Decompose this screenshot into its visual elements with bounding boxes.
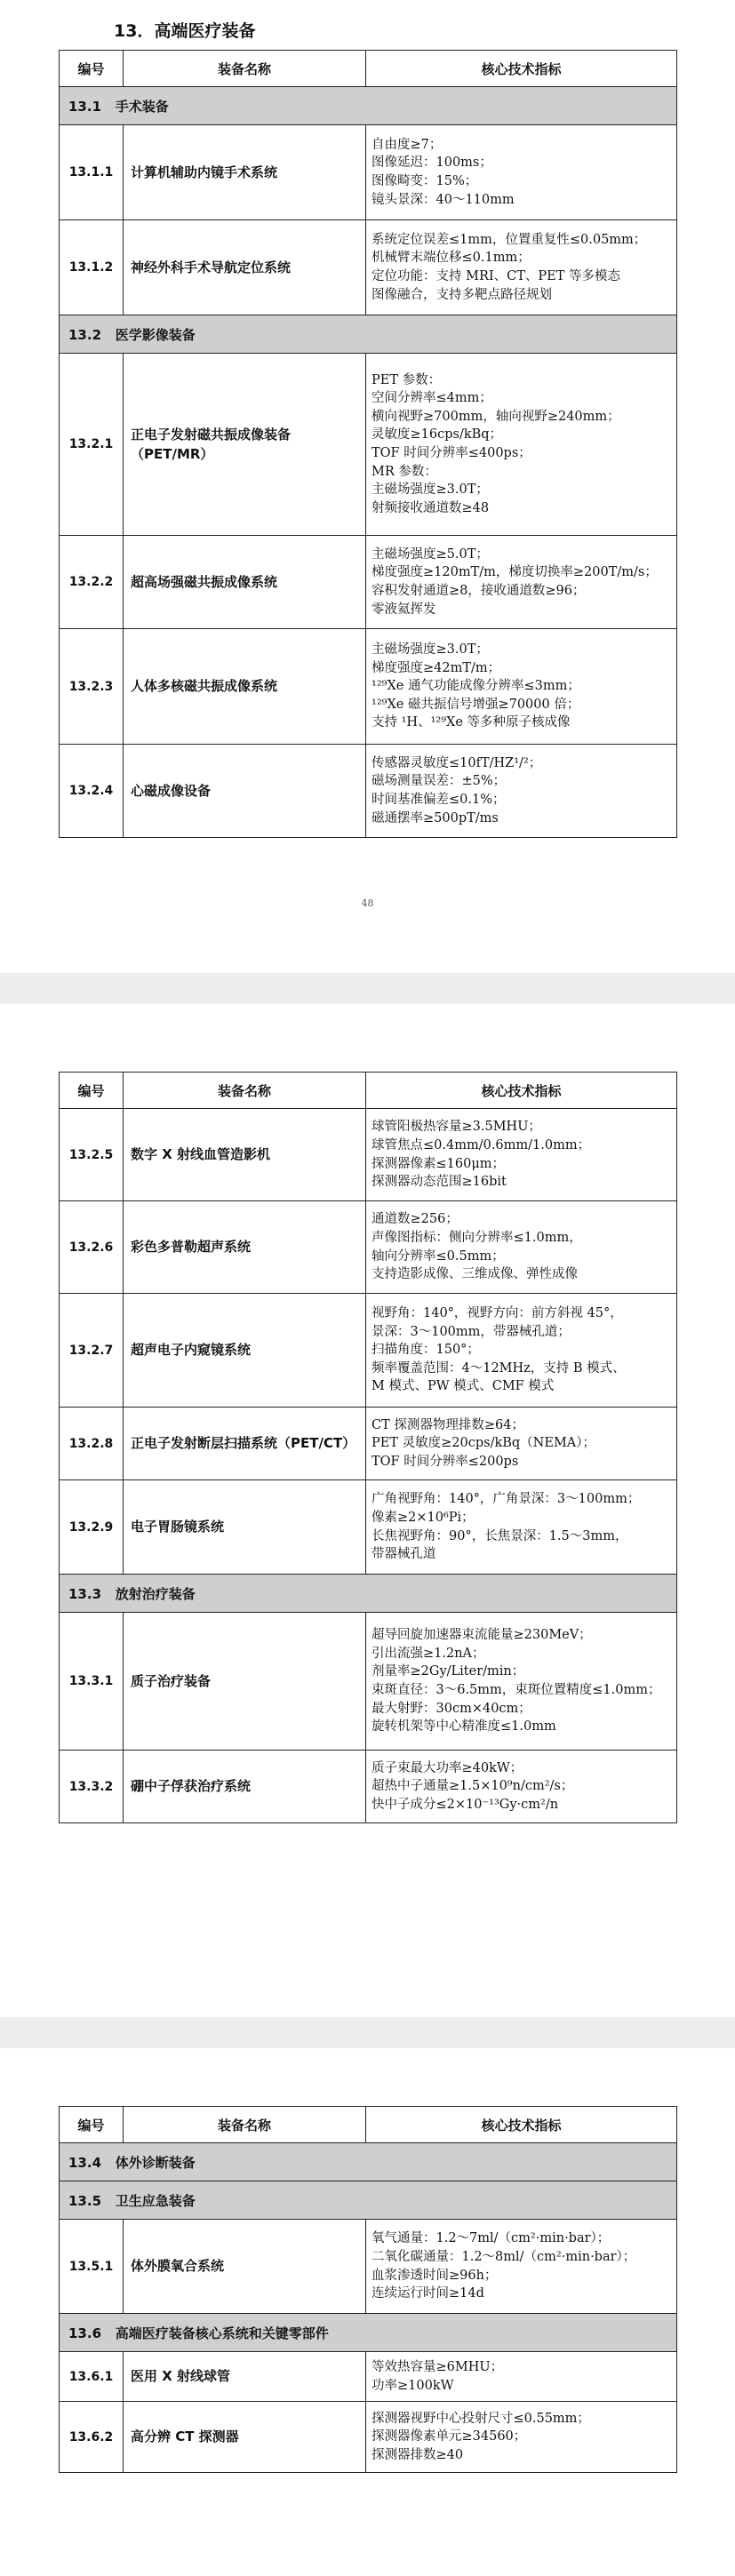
- row-name: 正电子发射磁共振成像装备（PET/MR）: [124, 354, 366, 536]
- header-num: 编号: [60, 2107, 124, 2143]
- table-header: [60, 51, 677, 87]
- spec-line: 最大射野：30cm×40cm；: [371, 1701, 531, 1716]
- row-spec: [366, 1751, 677, 1823]
- header-spec: 核心技术指标: [366, 1073, 677, 1109]
- row-spec: [366, 745, 677, 838]
- row-name: 计算机辅助内镜手术系统: [124, 125, 366, 220]
- category-num: 13.1: [68, 98, 102, 115]
- row-spec: [366, 1201, 677, 1294]
- spec-line: 探测器像素单元≥34560；: [371, 2429, 527, 2444]
- spec-line: 探测器排数≥40: [371, 2447, 464, 2462]
- spec-line: 氧气通量：1.2～7ml/（cm²·min·bar）；: [371, 2231, 611, 2246]
- spec-line: 球管焦点≤0.4mm/0.6mm/1.0mm；: [371, 1137, 591, 1152]
- table-header: [60, 1073, 677, 1109]
- spec-line: 传感器灵敏度≤10fT/HZ¹/²；: [371, 755, 542, 770]
- spec-line: 广角视野角：140°，广角景深：3～100mm；: [371, 1492, 641, 1507]
- row-num: 13.2.6: [60, 1201, 124, 1294]
- spec-line: 系统定位误差≤1mm，位置重复性≤0.05mm；: [371, 232, 647, 247]
- header-spec: 核心技术指标: [366, 2107, 677, 2143]
- spec-line: 声像图指标：侧向分辨率≤1.0mm，: [371, 1230, 582, 1245]
- header-num: 编号: [60, 51, 124, 87]
- row-spec: [366, 1480, 677, 1575]
- spec-line: 主磁场强度≥3.0T；: [371, 483, 489, 498]
- row-spec: [366, 2402, 677, 2473]
- row-name: 超声电子内窥镜系统: [124, 1294, 366, 1408]
- spec-line: 功率≥100kW: [371, 2378, 454, 2393]
- row-num: 13.6.1: [60, 2352, 124, 2402]
- spec-line: 二氧化碳通量：1.2～8ml/（cm²·min·bar）；: [371, 2249, 636, 2264]
- row-spec: [366, 536, 677, 629]
- spec-line: M 模式、PW 模式、CMF 模式: [371, 1379, 555, 1394]
- table-row: [60, 1480, 677, 1575]
- spec-line: 剂量率≥2Gy/Liter/min；: [371, 1664, 525, 1679]
- spec-line: 通道数≥256；: [371, 1212, 459, 1227]
- row-name: 体外膜氧合系统: [124, 2220, 366, 2314]
- spec-line: PET 灵敏度≥20cps/kBq（NEMA）；: [371, 1436, 596, 1451]
- category-label: 体外诊断装备: [115, 2154, 196, 2171]
- document-page-1: [0, 0, 735, 973]
- spec-line: 引出流强≥1.2nA；: [371, 1646, 485, 1661]
- spec-line: 快中子成分≤2×10⁻¹³Gy·cm²/n: [371, 1797, 559, 1812]
- row-name: 彩色多普勒超声系统: [124, 1201, 366, 1294]
- table-row: [60, 125, 677, 220]
- table-header: [60, 2107, 677, 2143]
- category-row: [60, 2314, 677, 2352]
- spec-line: 长焦视野角：90°，长焦景深：1.5～3mm，: [371, 1528, 628, 1543]
- row-name: 硼中子俘获治疗系统: [124, 1751, 366, 1823]
- row-spec: [366, 629, 677, 745]
- category-row: [60, 2181, 677, 2220]
- spec-line: ¹²⁹Xe 通气功能成像分辨率≤3mm；: [371, 679, 580, 694]
- spec-line: 带器械孔道: [371, 1547, 436, 1562]
- row-num: 13.2.1: [60, 354, 124, 536]
- row-name: 电子胃肠镜系统: [124, 1480, 366, 1575]
- row-num: 13.2.4: [60, 745, 124, 838]
- table-row: [60, 629, 677, 745]
- row-name: 心磁成像设备: [124, 745, 366, 838]
- spec-line: 空间分辨率≤4mm；: [371, 391, 492, 406]
- row-name: 数字 X 射线血管造影机: [124, 1109, 366, 1201]
- spec-line: 支持造影成像、三维成像、弹性成像: [371, 1267, 578, 1282]
- spec-line: 容积发射通道≥8，接收通道数≥96；: [371, 584, 586, 598]
- row-name: 人体多核磁共振成像系统: [124, 629, 366, 745]
- spec-line: 自由度≥7；: [371, 137, 443, 152]
- header-name: 装备名称: [124, 1073, 366, 1109]
- spec-line: 磁通摆率≥500pT/ms: [371, 810, 499, 825]
- category-label: 手术装备: [115, 98, 169, 115]
- spec-line: TOF 时间分辨率≤400ps；: [371, 446, 531, 460]
- row-name: 超高场强磁共振成像系统: [124, 536, 366, 629]
- document-page-3: [0, 2048, 735, 2576]
- equipment-table: [59, 50, 677, 838]
- table-row: [60, 354, 677, 536]
- spec-line: 横向视野≥700mm，轴向视野≥240mm；: [371, 409, 620, 424]
- row-num: 13.3.2: [60, 1751, 124, 1823]
- spec-line: 灵敏度≥16cps/kBq；: [371, 427, 503, 443]
- spec-line: 超导回旋加速器束流能量≥230MeV；: [371, 1628, 592, 1643]
- document-page-2: [0, 1004, 735, 2017]
- row-num: 13.5.1: [60, 2220, 124, 2314]
- row-name: 正电子发射断层扫描系统（PET/CT）: [124, 1408, 366, 1480]
- table-row: [60, 1408, 677, 1480]
- category-num: 13.4: [68, 2154, 102, 2171]
- header-name: 装备名称: [124, 2107, 366, 2143]
- spec-line: 时间基准偏差≤0.1%；: [371, 793, 506, 807]
- row-num: 13.2.5: [60, 1109, 124, 1201]
- spec-line: 梯度强度≥120mT/m，梯度切换率≥200T/m/s；: [371, 565, 658, 580]
- row-num: 13.2.2: [60, 536, 124, 629]
- table-row: [60, 2352, 677, 2402]
- table-row: [60, 220, 677, 315]
- row-spec: [366, 354, 677, 536]
- spec-line: 探测器视野中心投射尺寸≤0.55mm；: [371, 2411, 590, 2426]
- category-label: 放射治疗装备: [115, 1585, 196, 1602]
- spec-line: 旋转机架等中心精准度≤1.0mm: [371, 1719, 556, 1735]
- spec-line: 轴向分辨率≤0.5mm；: [371, 1248, 505, 1264]
- category-row: [60, 2143, 677, 2181]
- row-num: 13.2.7: [60, 1294, 124, 1408]
- row-num: 13.1.1: [60, 125, 124, 220]
- row-num: 13.2.9: [60, 1480, 124, 1575]
- spec-line: 球管阳极热容量≥3.5MHU；: [371, 1120, 541, 1135]
- category-num: 13.2: [68, 326, 102, 343]
- row-spec: [366, 220, 677, 315]
- row-spec: [366, 1613, 677, 1751]
- table-row: [60, 745, 677, 838]
- spec-line: 束斑直径：3～6.5mm，束斑位置精度≤1.0mm；: [371, 1683, 661, 1697]
- spec-line: MR 参数：: [371, 464, 437, 479]
- spec-line: 定位功能：支持 MRI、CT、PET 等多模态: [371, 269, 620, 283]
- spec-line: 图像延迟：100ms；: [371, 156, 492, 171]
- category-num: 13.3: [68, 1585, 102, 1602]
- row-num: 13.1.2: [60, 220, 124, 315]
- table-row: [60, 1294, 677, 1408]
- table-row: [60, 2220, 677, 2314]
- row-name: 医用 X 射线球管: [124, 2352, 366, 2402]
- equipment-table: [59, 2106, 677, 2473]
- row-spec: [366, 1408, 677, 1480]
- spec-line: 磁场测量误差：±5%；: [371, 774, 507, 789]
- spec-line: 等效热容量≥6MHU；: [371, 2359, 504, 2374]
- spec-line: CT 探测器物理排数≥64；: [371, 1417, 524, 1432]
- category-row: [60, 1575, 677, 1613]
- spec-line: 景深：3～100mm，带器械孔道；: [371, 1324, 571, 1339]
- category-label: 卫生应急装备: [115, 2192, 196, 2209]
- spec-line: 超热中子通量≥1.5×10⁹n/cm²/s；: [371, 1779, 574, 1794]
- spec-line: 图像畸变：15%；: [371, 174, 478, 188]
- row-num: 13.3.1: [60, 1613, 124, 1751]
- spec-line: ¹²⁹Xe 磁共振信号增强≥70000 倍；: [371, 697, 580, 712]
- spec-line: 镜头景深：40～110mm: [371, 192, 515, 207]
- row-num: 13.2.8: [60, 1408, 124, 1480]
- spec-line: 探测器像素≤160μm；: [371, 1156, 505, 1171]
- category-label: 医学影像装备: [115, 326, 196, 343]
- equipment-table: [59, 1072, 677, 1823]
- spec-line: 图像融合，支持多靶点路径规划: [371, 287, 552, 302]
- spec-line: 射频接收通道数≥48: [371, 500, 490, 515]
- spec-line: PET 参数：: [371, 372, 442, 387]
- row-name: 高分辨 CT 探测器: [124, 2402, 366, 2473]
- row-name: 神经外科手术导航定位系统: [124, 220, 366, 315]
- spec-line: TOF 时间分辨率≤200ps: [371, 1454, 519, 1469]
- category-row: [60, 315, 677, 354]
- spec-line: 视野角：140°，视野方向：前方斜视 45°，: [371, 1306, 623, 1321]
- row-num: 13.2.3: [60, 629, 124, 745]
- row-spec: [366, 125, 677, 220]
- spec-line: 零液氦挥发: [371, 602, 436, 617]
- header-spec: 核心技术指标: [366, 51, 677, 87]
- category-label: 高端医疗装备核心系统和关键零部件: [115, 2325, 329, 2341]
- page-number: 48: [361, 897, 374, 909]
- row-num: 13.6.2: [60, 2402, 124, 2473]
- spec-line: 梯度强度≥42mT/m；: [371, 660, 501, 675]
- header-num: 编号: [60, 1073, 124, 1109]
- spec-line: 像素≥2×10⁶Pi；: [371, 1510, 475, 1525]
- spec-line: 连续运行时间≥14d: [371, 2286, 484, 2301]
- table-row: [60, 1751, 677, 1823]
- spec-line: 频率覆盖范围：4～12MHz，支持 B 模式、: [371, 1360, 626, 1376]
- header-name: 装备名称: [124, 51, 366, 87]
- spec-line: 主磁场强度≥3.0T；: [371, 642, 489, 658]
- spec-line: 主磁场强度≥5.0T；: [371, 546, 489, 562]
- table-row: [60, 1109, 677, 1201]
- table-row: [60, 2402, 677, 2473]
- table-row: [60, 1201, 677, 1294]
- row-spec: [366, 2220, 677, 2314]
- category-num: 13.6: [68, 2325, 102, 2341]
- row-spec: [366, 1109, 677, 1201]
- table-row: [60, 1613, 677, 1751]
- spec-line: 机械臂末端位移≤0.1mm；: [371, 251, 531, 266]
- category-num: 13.5: [68, 2192, 102, 2209]
- spec-line: 质子束最大功率≥40kW；: [371, 1760, 523, 1775]
- category-row: [60, 87, 677, 125]
- spec-line: 扫描角度：150°；: [371, 1343, 480, 1358]
- table-row: [60, 536, 677, 629]
- spec-line: 探测器动态范围≥16bit: [371, 1175, 507, 1190]
- spec-line: 血浆渗透时间≥96h；: [371, 2268, 498, 2283]
- spec-line: 支持 ¹H、¹²⁹Xe 等多种原子核成像: [371, 715, 571, 730]
- row-name: 质子治疗装备: [124, 1613, 366, 1751]
- row-spec: [366, 1294, 677, 1408]
- row-spec: [366, 2352, 677, 2402]
- section-title: 13．高端医疗装备: [114, 21, 256, 41]
